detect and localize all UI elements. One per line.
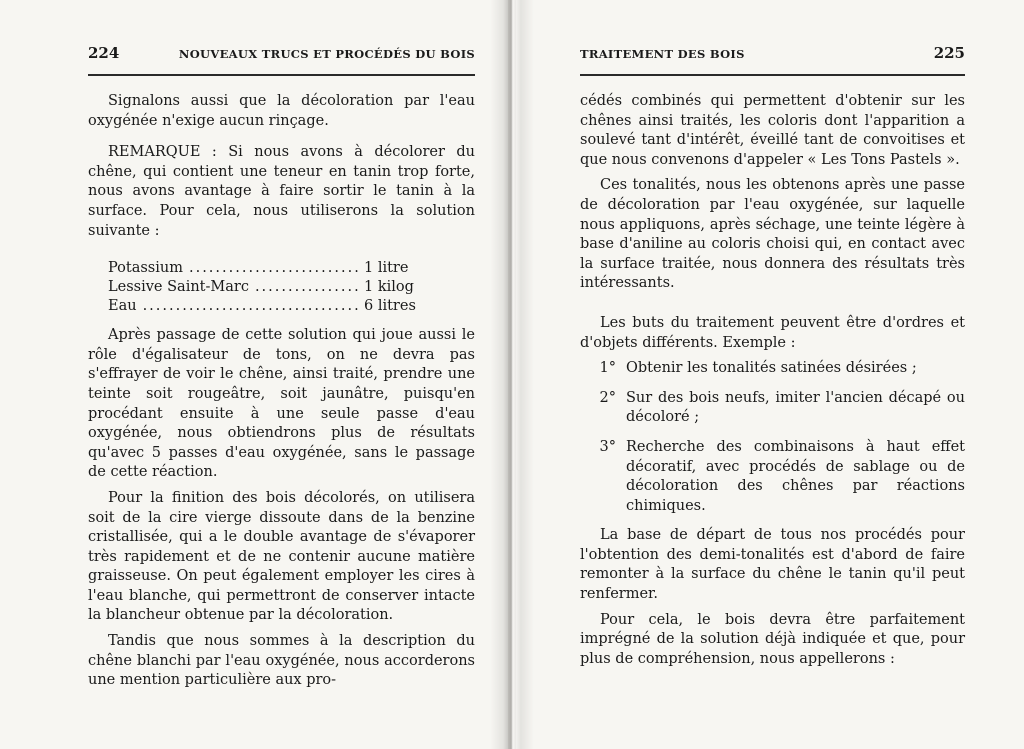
paragraph: Les buts du traitement peuvent être d'ordres et d'objets différents. Exemple : [580, 314, 965, 351]
recipe-row [108, 259, 428, 278]
recipe-table [108, 259, 428, 316]
right-running-title: TRAITEMENT DES BOIS [580, 47, 745, 61]
left-page-body [88, 92, 475, 697]
paragraph: Tandis que nous sommes à la description du chêne blanchi par l'eau oxygénée, nous accorderons une mention particulière aux pro- [88, 633, 475, 689]
recipe-ingredient: Eau [108, 298, 137, 315]
list-item-text: Recherche des combinaisons à haut effet décoratif, avec procédés de sablage ou de décoloration des chênes par réactions chimiques. [626, 438, 965, 514]
list-item [580, 438, 965, 516]
left-page-number: 224 [88, 44, 120, 62]
paragraph: Ces tonalités, nous les obtenons après une passe de décoloration par l'eau oxygénée, sur laquelle nous appliquons, après séchage, une teinte légère à base d'aniline au coloris choisi qui, en contact avec la surface traitée, nous donnera des résultats très intéressants. [580, 177, 965, 292]
dot-leader [143, 297, 358, 317]
right-page-body [580, 92, 965, 675]
paragraph: REMARQUE : Si nous avons à décolorer du chêne, qui contient une teneur en tanin trop forte, nous avons avantage à faire sortir le tanin à la surface. Pour cela, nous utiliserons la solution suivante : [88, 144, 475, 239]
paragraph: Pour la finition des bois décolorés, on utilisera soit de la cire vierge dissoute dans de la benzine cristallisée, qui a le double avantage de s'évaporer très rapidement et de ne contenir aucune matière graisseuse. On peut également employer les cires à l'eau blanche, qui permettront de conserver intacte la blancheur obtenue par la décoloration. [88, 489, 475, 624]
paragraph: Pour cela, le bois devra être parfaitement imprégné de la solution déjà indiquée et que, pour plus de compréhension, nous appellerons : [580, 611, 965, 667]
recipe-row [108, 297, 428, 316]
left-running-title: NOUVEAUX TRUCS ET PROCÉDÉS DU BOIS [178, 47, 475, 61]
right-page-header [580, 44, 965, 76]
recipe-quantity: 1 litre [364, 260, 409, 277]
list-item [580, 389, 965, 428]
paragraph: Signalons aussi que la décoloration par l'eau oxygénée n'exige aucun rinçage. [88, 93, 475, 129]
recipe-quantity: 1 kilog [364, 279, 414, 296]
paragraph: La base de départ de tous nos procédés pour l'obtention des demi-tonalités est d'abord de faire remonter à la surface du chêne le tanin qu'il peut renfermer. [580, 527, 965, 603]
recipe-quantity: 6 litres [364, 298, 416, 315]
list-item-text: Obtenir les tonalités satinées désirées ; [626, 360, 917, 377]
goals-list [580, 359, 965, 516]
list-item-number: 2° [599, 389, 616, 406]
right-page-number: 225 [933, 44, 965, 62]
right-page [516, 0, 1024, 749]
list-item-number: 1° [599, 360, 616, 377]
list-item [580, 359, 965, 379]
dot-leader [255, 278, 358, 298]
recipe-row [108, 278, 428, 297]
paragraph: Après passage de cette solution qui joue aussi le rôle d'égalisateur de tons, on ne devra pas s'effrayer de voir le chêne, ainsi traité, prendre une teinte soit rougeâtre, soit jaunâtre, puisqu'en procédant ensuite à une seule passe d'eau oxygénée, nous obtiendrons plus de résultats qu'avec 5 passes d'eau oxygénée, sans le passage de cette réaction. [88, 327, 475, 481]
paragraph: cédés combinés qui permettent d'obtenir sur les chênes ainsi traités, les coloris dont l'apparition a soulevé tant d'intérêt, éveillé tant de convoitises et que nous convenons d'appeler « Les Tons Pastels ». [580, 93, 965, 168]
list-item-number: 3° [599, 438, 616, 455]
dot-leader [189, 259, 358, 279]
list-item-text: Sur des bois neufs, imiter l'ancien décapé ou décoloré ; [626, 389, 965, 426]
recipe-ingredient: Potassium [108, 260, 183, 277]
left-page-header [88, 44, 475, 76]
left-page [0, 0, 508, 749]
recipe-ingredient: Lessive Saint-Marc [108, 279, 249, 296]
